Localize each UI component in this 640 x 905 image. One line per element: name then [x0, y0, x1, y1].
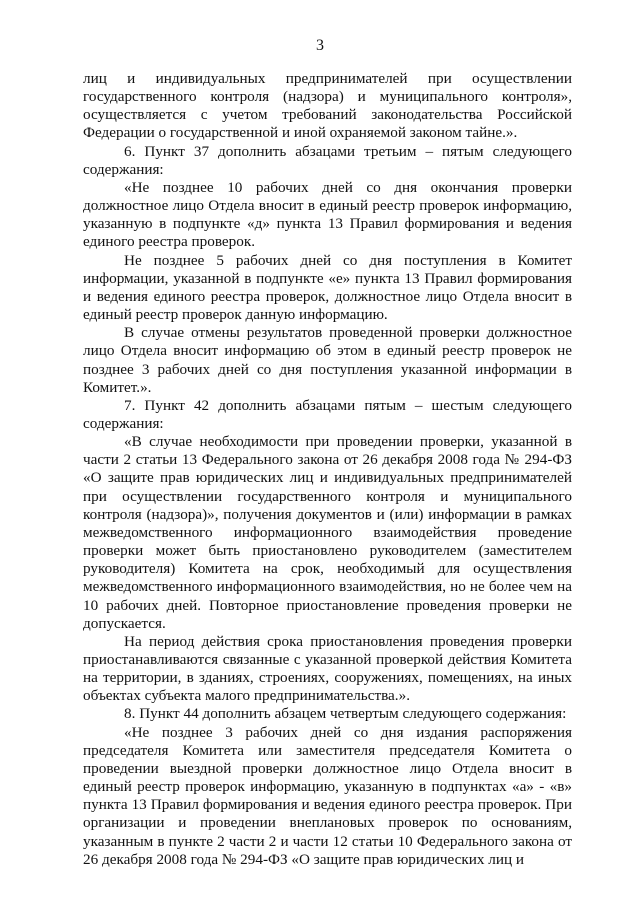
- paragraph-item-7-abzac-6: На период действия срока приостановления проведения проверки приостанавливаются связанные с указанной проверкой действия Комитета на территории, в зданиях, строениях, сооружениях, помещениях, на иных объектах субъекта малого предпринимательства.».: [83, 632, 572, 705]
- paragraph-continuation: лиц и индивидуальных предпринимателей при осуществлении государственного контроля (надзора) и муниципального контроля», осуществляется с учетом требований законодательства Российской Федерации о государственной и иной охраняемой законом тайне.».: [83, 70, 572, 142]
- paragraph-item-6: 6. Пункт 37 дополнить абзацами третьим – пятым следующего содержания:: [83, 142, 572, 178]
- paragraph-item-6-abzac-3: «Не позднее 10 рабочих дней со дня окончания проверки должностное лицо Отдела вносит в единый реестр проверок информацию, указанную в подпункте «д» пункта 13 Правил формирования и ведения единого реестра проверок.: [83, 178, 572, 251]
- paragraph-item-8-abzac-4: «Не позднее 3 рабочих дней со дня издания распоряжения председателя Комитета или заместителя председателя Комитета о проведении выездной проверки должностное лицо Отдела вносит в единый реестр проверок информацию, указанную в подпунктах «а» - «в» пункта 13 Правил формирования и ведения единого реестра проверок. При организации и проведении внеплановых проверок по основаниям, указанным в пункте 2 части 2 и части 12 статьи 10 Федерального закона от 26 декабря 2008 года № 294-ФЗ «О защите прав юридических лиц и: [83, 723, 572, 868]
- document-body: [83, 70, 572, 869]
- paragraph-item-6-abzac-5: В случае отмены результатов проведенной проверки должностное лицо Отдела вносит информацию об этом в единый реестр проверок не позднее 3 рабочих дней со дня поступления указанной информации в Комитет.».: [83, 324, 572, 396]
- paragraph-item-7-abzac-5: «В случае необходимости при проведении проверки, указанной в части 2 статьи 13 Федерального закона от 26 декабря 2008 года № 294-ФЗ «О защите прав юридических лиц и индивидуальных предпринимателей при осуществлении государственного контроля и муниципального контроля (надзора)», получения документов и (или) информации в рамках межведомственного информационного взаимодействия проведение проверки может быть приостановлено руководителем (заместителем руководителя) Комитета на срок, необходимый для осуществления межведомственного информационного взаимодействия, но не более чем на 10 рабочих дней. Повторное приостановление проведения проверки не допускается.: [83, 433, 572, 632]
- paragraph-item-7: 7. Пункт 42 дополнить абзацами пятым – шестым следующего содержания:: [83, 396, 572, 432]
- paragraph-item-8: 8. Пункт 44 дополнить абзацем четвертым следующего содержания:: [124, 705, 567, 723]
- page-number: 3: [316, 37, 324, 54]
- paragraph-item-6-abzac-4: Не позднее 5 рабочих дней со дня поступления в Комитет информации, указанной в подпункте «е» пункта 13 Правил формирования и ведения единого реестра проверок, должностное лицо Отдела вносит в единый реестр проверок данную информацию.: [83, 251, 572, 324]
